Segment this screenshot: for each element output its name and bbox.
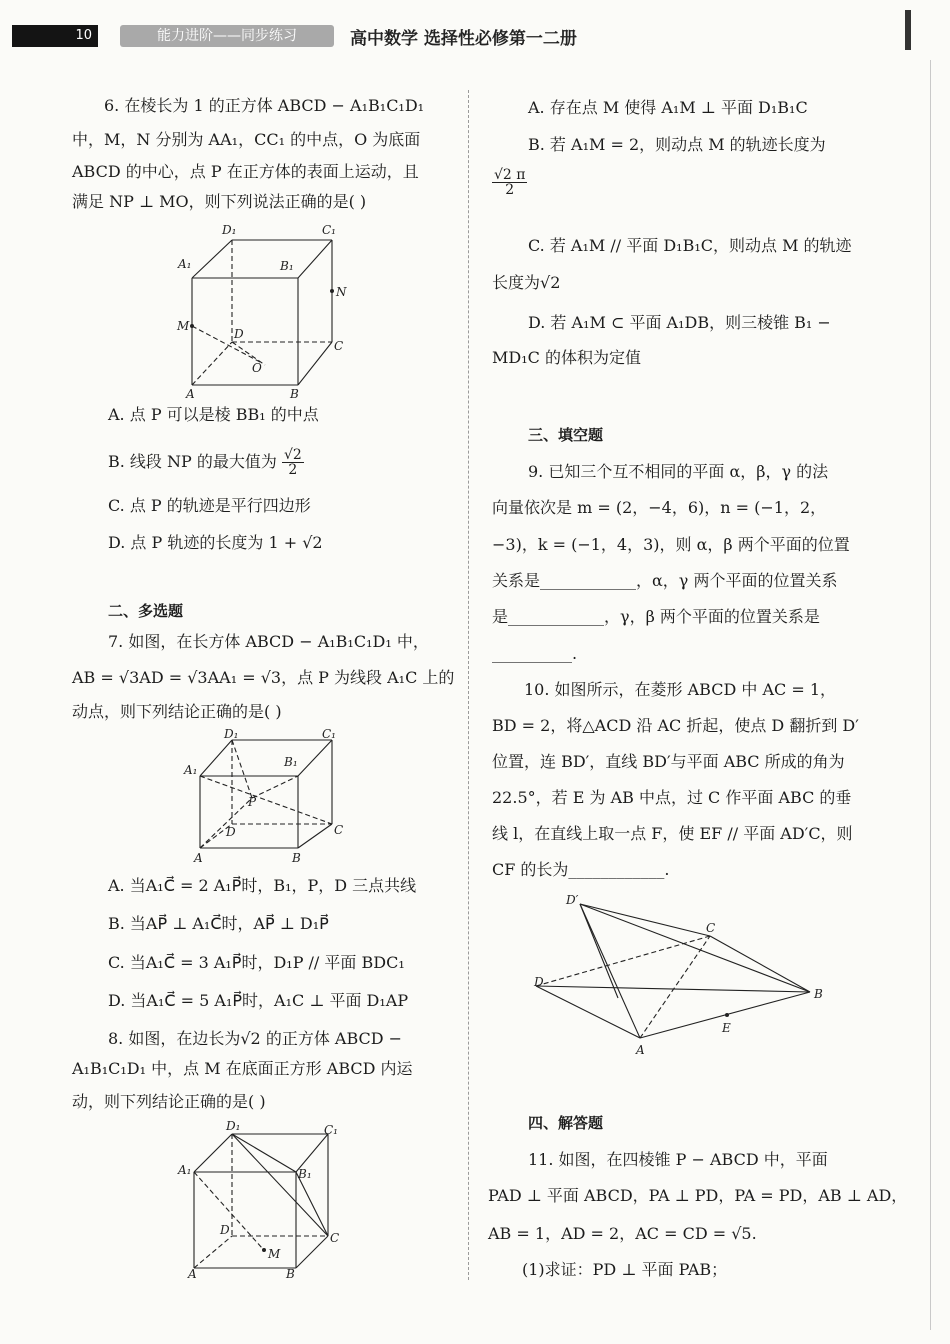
section-fill-in: 三、填空题: [528, 426, 604, 444]
series-tag: 能力进阶——同步练习: [120, 25, 334, 47]
q7-option-d: D. 当A₁C⃗ = 5 A₁P⃗时，A₁C ⊥ 平面 D₁AP: [108, 991, 409, 1010]
section-multiple-choice: 二、多选题: [108, 602, 184, 620]
q6-option-b-numerator: √2: [283, 447, 302, 463]
q7-label-p: P: [248, 795, 257, 809]
q10-line-2: BD = 2，将△ACD 沿 AC 折起，使点 D 翻折到 D′: [492, 716, 859, 735]
section-solutions: 四、解答题: [528, 1114, 604, 1132]
q9-line-2: 向量依次是 m = (2，−4，6)，n = (−1，2，: [492, 498, 827, 517]
q8-line-3: 动，则下列结论正确的是( ): [72, 1092, 266, 1111]
q9-line-3: −3)，k = (−1，4，3)，则 α，β 两个平面的位置: [492, 535, 850, 554]
q8-label-b: B: [286, 1267, 295, 1281]
q6-label-b: B: [290, 387, 299, 401]
q10-line-1: 10. 如图所示，在菱形 ABCD 中 AC = 1，: [524, 680, 837, 699]
q7-label-c1: C₁: [322, 727, 336, 741]
q10-line-3: 位置，连 BD′，直线 BD′与平面 ABC 所成的角为: [492, 752, 845, 771]
q6-line-1: 6. 在棱长为 1 的正方体 ABCD − A₁B₁C₁D₁: [104, 96, 425, 115]
column-divider: [468, 90, 469, 1280]
q6-cube-figure: [170, 220, 360, 400]
q11-line-1: 11. 如图，在四棱锥 P − ABCD 中，平面: [528, 1150, 828, 1169]
q8-label-d1: D₁: [226, 1119, 241, 1133]
q8-line-2: A₁B₁C₁D₁ 中，点 M 在底面正方形 ABCD 内运: [72, 1059, 413, 1078]
q6-label-m: M: [177, 319, 190, 333]
q8-option-b-frac: [492, 168, 527, 197]
q11-line-3: AB = 1，AD = 2，AC = CD = √5.: [488, 1224, 757, 1243]
q11-line-2: PAD ⊥ 平面 ABCD，PA ⊥ PD，PA = PD，AB ⊥ AD，: [488, 1186, 908, 1205]
q6-label-c1: C₁: [322, 223, 336, 237]
q6-label-a: A: [186, 387, 195, 401]
q6-label-c: C: [334, 339, 344, 353]
q8-line-1: 8. 如图，在边长为√2 的正方体 ABCD −: [108, 1029, 403, 1048]
q10-label-b: B: [814, 987, 823, 1001]
q8-label-b1: B₁: [298, 1167, 312, 1181]
q8-option-c-line-1: C. 若 A₁M // 平面 D₁B₁C，则动点 M 的轨迹: [528, 236, 852, 255]
q8-option-b-numerator: √2 π: [494, 167, 526, 183]
q7-line-2: AB = √3AD = √3AA₁ = √3，点 P 为线段 A₁C 上的: [72, 668, 455, 687]
page-edge: [930, 60, 931, 1330]
q6-option-a: A. 点 P 可以是棱 BB₁ 的中点: [108, 405, 319, 424]
q8-option-d-line-1: D. 若 A₁M ⊂ 平面 A₁DB，则三棱锥 B₁ −: [528, 313, 831, 332]
q6-option-b-text: B. 线段 NP 的最大值为: [108, 452, 277, 471]
q8-label-c1: C₁: [324, 1123, 338, 1137]
q6-label-o: O: [252, 361, 262, 375]
q9-line-1: 9. 已知三个互不相同的平面 α，β，γ 的法: [528, 462, 829, 481]
q9-line-4: 关系是____________，α，γ 两个平面的位置关系: [492, 571, 838, 590]
q6-option-c: C. 点 P 的轨迹是平行四边形: [108, 496, 311, 515]
q7-label-b: B: [292, 851, 301, 865]
q7-label-d: D: [226, 825, 236, 839]
q8-label-m: M: [268, 1247, 281, 1261]
q7-option-c: C. 当A₁C⃗ = 3 A₁P⃗时，D₁P // 平面 BDC₁: [108, 953, 405, 972]
q8-label-c: C: [330, 1231, 340, 1245]
q8-option-b-denominator: 2: [505, 182, 515, 198]
book-title: 高中数学 选择性必修第一二册: [350, 29, 577, 49]
edge-mark: [905, 10, 911, 50]
q10-fold-figure: [528, 890, 828, 1060]
q6-option-d: D. 点 P 轨迹的长度为 1 + √2: [108, 533, 323, 552]
q7-line-1: 7. 如图，在长方体 ABCD − A₁B₁C₁D₁ 中，: [108, 632, 429, 651]
q10-line-6: CF 的长为____________.: [492, 860, 670, 879]
q7-label-d1: D₁: [224, 727, 239, 741]
q6-option-b-denominator: 2: [288, 462, 298, 478]
q6-label-d1: D₁: [222, 223, 237, 237]
q6-line-4: 满足 NP ⊥ MO，则下列说法正确的是( ): [72, 192, 367, 211]
q9-line-6: __________.: [492, 644, 578, 663]
q7-cuboid-figure: [180, 728, 360, 868]
q7-label-b1: B₁: [284, 755, 298, 769]
q8-cube-figure: [174, 1120, 364, 1280]
q10-label-d: D: [534, 975, 544, 989]
q7-line-3: 动点，则下列结论正确的是( ): [72, 702, 282, 721]
q7-label-c: C: [334, 823, 344, 837]
q6-line-2: 中，M，N 分别为 AA₁，CC₁ 的中点，O 为底面: [72, 130, 421, 149]
q10-label-c: C: [706, 921, 716, 935]
q10-label-a: A: [636, 1043, 645, 1057]
q6-option-b-fraction: [282, 448, 304, 477]
q7-option-a: A. 当A₁C⃗ = 2 A₁P⃗时，B₁，P，D 三点共线: [108, 876, 417, 895]
q7-option-b: B. 当AP⃗ ⊥ A₁C⃗时，AP⃗ ⊥ D₁P⃗: [108, 914, 329, 933]
q6-line-3: ABCD 的中心，点 P 在正方体的表面上运动，且: [72, 162, 419, 181]
page-number: 10: [12, 25, 98, 47]
q10-line-4: 22.5°，若 E 为 AB 中点，过 C 作平面 ABC 的垂: [492, 788, 852, 807]
q7-label-a: A: [194, 851, 203, 865]
q6-label-n: N: [336, 285, 347, 299]
q8-label-a1: A₁: [178, 1163, 192, 1177]
q10-label-d-prime: D′: [566, 893, 579, 907]
q8-label-a: A: [188, 1267, 197, 1281]
q7-label-a1: A₁: [184, 763, 198, 777]
q6-label-b1: B₁: [280, 259, 294, 273]
q8-option-c-line-2: 长度为√2: [492, 273, 561, 292]
q6-label-a1: A₁: [178, 257, 192, 271]
q8-option-b-fraction: [492, 168, 527, 197]
q6-option-b: [108, 448, 304, 477]
q9-line-5: 是____________，γ，β 两个平面的位置关系是: [492, 607, 820, 626]
q8-option-d-line-2: MD₁C 的体积为定值: [492, 348, 641, 367]
q8-label-d: D: [220, 1223, 230, 1237]
page-header: [0, 0, 950, 62]
q8-option-b: B. 若 A₁M = 2，则动点 M 的轨迹长度为: [528, 135, 826, 154]
q10-label-e: E: [722, 1021, 731, 1035]
q11-part-1: (1)求证：PD ⊥ 平面 PAB；: [522, 1260, 728, 1279]
q10-line-5: 线 l，在直线上取一点 F，使 EF // 平面 AD′C，则: [492, 824, 853, 843]
q8-option-a: A. 存在点 M 使得 A₁M ⊥ 平面 D₁B₁C: [528, 98, 808, 117]
q6-label-d: D: [234, 327, 244, 341]
